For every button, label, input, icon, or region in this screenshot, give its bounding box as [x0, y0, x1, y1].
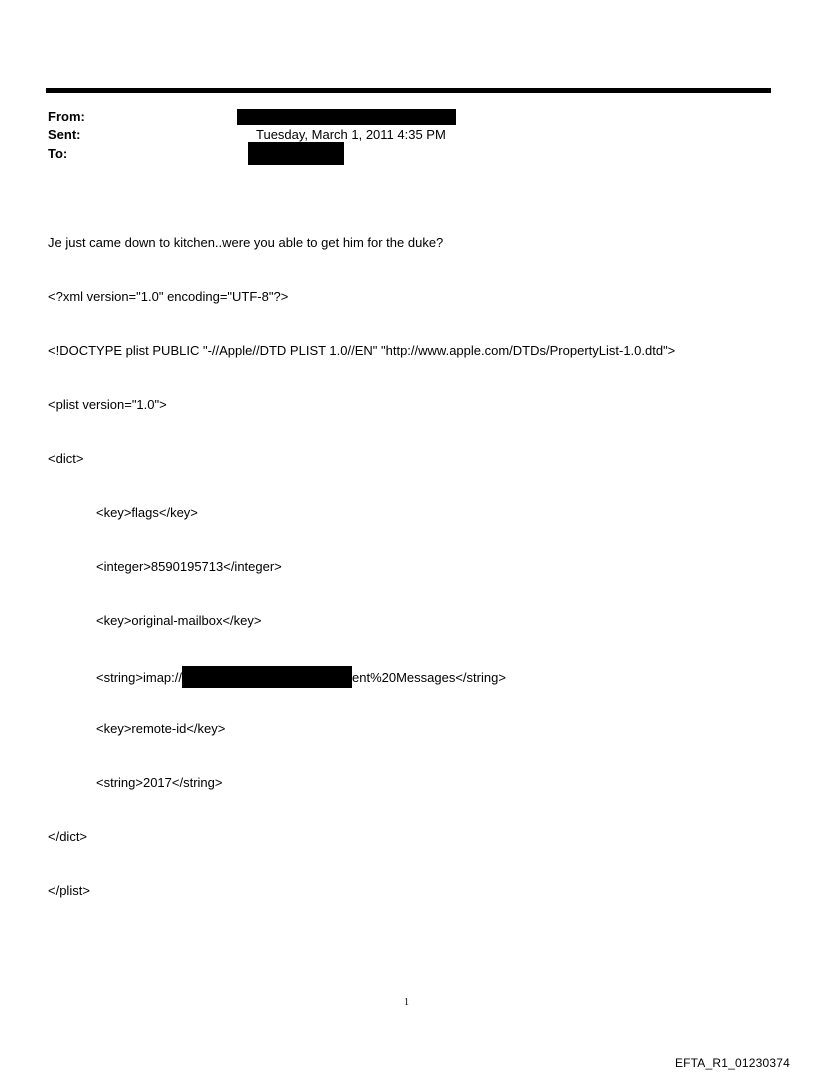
header-rule — [46, 88, 771, 93]
from-redaction — [237, 109, 456, 125]
message-body — [48, 198, 675, 918]
to-redaction — [248, 142, 344, 165]
body-line: <key>original-mailbox</key> — [96, 613, 262, 628]
body-line: <key>flags</key> — [96, 505, 198, 520]
document-id: EFTA_R1_01230374 — [674, 1056, 790, 1070]
body-line: <plist version="1.0"> — [48, 397, 167, 412]
body-line-redacted — [48, 666, 675, 684]
body-line: </plist> — [48, 883, 90, 898]
string-prefix: <string>imap:// — [96, 670, 182, 685]
to-label: To: — [48, 146, 68, 161]
from-label: From: — [48, 109, 85, 124]
body-line: Je just came down to kitchen..were you able to get him for the duke? — [48, 235, 444, 250]
body-line: <dict> — [48, 451, 84, 466]
body-line: <integer>8590195713</integer> — [96, 559, 282, 574]
page-number: 1 — [404, 997, 409, 1008]
string-suffix: ent%20Messages</string> — [352, 670, 506, 685]
body-line: </dict> — [48, 829, 88, 844]
body-line: <!DOCTYPE plist PUBLIC "-//Apple//DTD PLIST 1.0//EN" "http://www.apple.com/DTDs/PropertyList-1.0.dtd"> — [48, 343, 676, 358]
body-line: <key>remote-id</key> — [96, 721, 226, 736]
imap-redaction — [182, 666, 352, 688]
sent-label: Sent: — [48, 127, 81, 142]
body-line: <?xml version="1.0" encoding="UTF-8"?> — [48, 289, 289, 304]
body-line: <string>2017</string> — [96, 775, 223, 790]
sent-value: Tuesday, March 1, 2011 4:35 PM — [256, 127, 446, 142]
